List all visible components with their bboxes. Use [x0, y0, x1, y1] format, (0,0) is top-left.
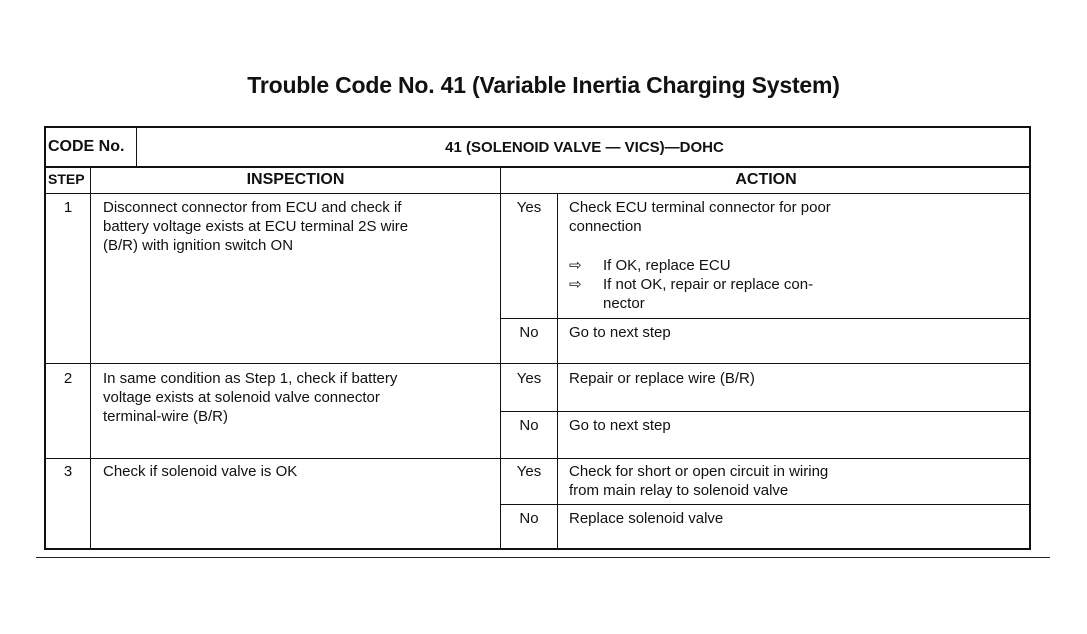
- column-divider: [500, 166, 501, 550]
- yes-label: Yes: [516, 370, 542, 387]
- no-label: No: [519, 417, 539, 434]
- yes-label: Yes: [516, 463, 542, 480]
- no-action: Replace solenoid valve: [569, 510, 724, 527]
- header-inspection: INSPECTION: [246, 171, 345, 188]
- yes-label: Yes: [516, 199, 542, 216]
- row-divider: [46, 166, 1031, 168]
- no-action: Go to next step: [569, 324, 671, 341]
- column-divider: [90, 166, 91, 550]
- row-divider: [500, 411, 1031, 412]
- row-divider: [500, 318, 1031, 319]
- column-divider: [557, 193, 558, 550]
- row-divider: [500, 504, 1031, 505]
- inspection-text: In same condition as Step 1, check if battery voltage exists at solenoid valve connector terminal-wire (B/R): [103, 370, 398, 425]
- row-divider: [46, 193, 1031, 194]
- column-divider: [136, 128, 137, 166]
- arrow-icon: ⇨: [569, 276, 582, 293]
- yes-sub-actions: ⇨ If OK, replace ECU ⇨ If not OK, repair or replace con- nector: [569, 257, 814, 312]
- yes-action: Repair or replace wire (B/R): [569, 370, 755, 387]
- inspection-text: Check if solenoid valve is OK: [103, 463, 298, 480]
- inspection-text: Disconnect connector from ECU and check if battery voltage exists at ECU terminal 2S wire (B/R) with ignition switch ON: [103, 199, 409, 254]
- no-label: No: [519, 324, 539, 341]
- page-bottom-rule: [36, 557, 1050, 558]
- code-value: 41 (SOLENOID VALVE — VICS)—DOHC: [445, 139, 724, 156]
- page-title: Trouble Code No. 41 (Variable Inertia Charging System): [247, 72, 840, 98]
- row-divider: [46, 363, 1031, 364]
- no-action: Go to next step: [569, 417, 671, 434]
- row-divider: [46, 458, 1031, 459]
- yes-action: Check ECU terminal connector for poor connection: [569, 199, 831, 235]
- header-action: ACTION: [735, 171, 797, 188]
- trouble-code-table: [44, 126, 1031, 550]
- code-label: CODE No.: [48, 138, 125, 155]
- header-step: STEP: [48, 171, 85, 187]
- step-number: 2: [63, 370, 73, 387]
- step-number: 1: [63, 199, 73, 216]
- arrow-icon: ⇨: [569, 257, 582, 274]
- no-label: No: [519, 510, 539, 527]
- step-number: 3: [63, 463, 73, 480]
- yes-action: Check for short or open circuit in wiring from main relay to solenoid valve: [569, 463, 829, 499]
